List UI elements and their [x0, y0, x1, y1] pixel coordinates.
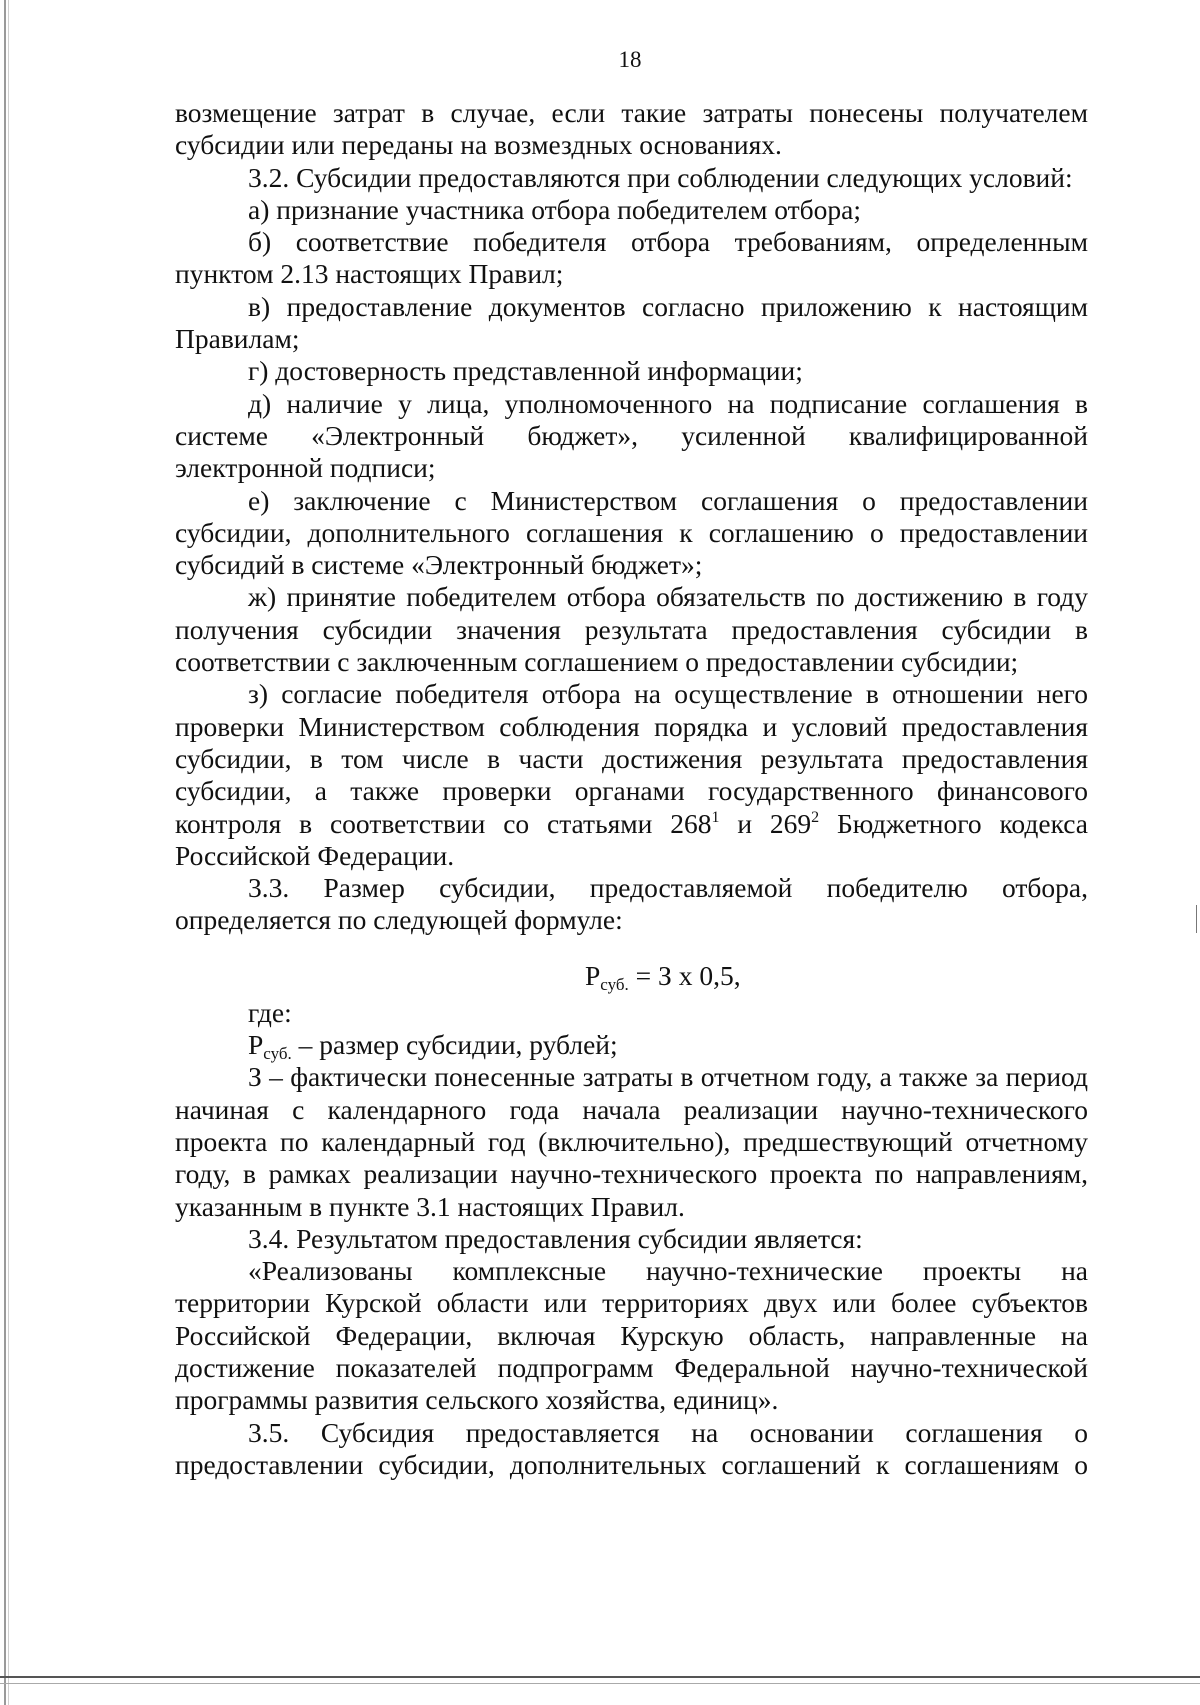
footnote-superscript-1: 1	[711, 808, 720, 826]
condition-z-text-b: и 269	[719, 807, 812, 839]
scan-bottom-line-secondary	[0, 1683, 1200, 1684]
scan-edge-left-inner	[8, 0, 9, 1705]
paragraph-3-2: 3.2. Субсидии предоставляются при соблюдении следующих условий:	[248, 161, 1073, 193]
subsidy-formula	[175, 960, 1088, 992]
condition-z-text-a: з) согласие победителя отбора на осуществление в отношении него проверки Министерством соблюдения порядка и условий предоставления субсидии, в том числе в части достижения результата предоставления субсидии, а также проверки органами государственного финансового контроля в соответствии со статьями 268	[175, 678, 1088, 839]
scan-bottom-line	[0, 1676, 1200, 1678]
definition-subsidy	[175, 1029, 1088, 1064]
condition-z-text-c: Бюджетного кодекса Российской Федерации.	[175, 807, 1088, 871]
condition-e: е) заключение с Министерством соглашения о предоставлении субсидии, дополнительного соглашения к соглашению о предоставлении субсидий в системе «Электронный бюджет»;	[175, 484, 1088, 581]
condition-g: г) достоверность представленной информации;	[248, 355, 803, 387]
definition-text: – размер субсидии, рублей;	[291, 1029, 618, 1061]
definition-symbol: Р	[248, 1029, 264, 1061]
scan-edge-left	[4, 0, 6, 1705]
paragraph-3-4: 3.4. Результатом предоставления субсидии является:	[248, 1222, 863, 1254]
footnote-superscript-2: 2	[811, 808, 820, 826]
condition-v: в) предоставление документов согласно приложению к настоящим Правилам;	[175, 290, 1088, 355]
document-body	[175, 97, 1088, 1481]
condition-d: д) наличие у лица, уполномоченного на подписание соглашения в системе «Электронный бюджет», усиленной квалифицированной электронной подписи;	[175, 387, 1088, 484]
definition-costs: З – фактически понесенные затраты в отчетном году, а также за период начиная с календарного года начала реализации научно-технического проекта по календарный год (включительно), предшествующий отчетному году, в рамках реализации научно-технического проекта по направлениям, указанным в пункте 3.1 настоящих Правил.	[175, 1061, 1088, 1222]
result-quote: «Реализованы комплексные научно-технические проекты на территории Курской области или территориях двух или более субъектов Российской Федерации, включая Курскую область, направленные на достижение показателей подпрограмм Федеральной научно-технической программы развития сельского хозяйства, единиц».	[175, 1255, 1088, 1416]
condition-zh: ж) принятие победителем отбора обязательств по достижению в году получения субсидии значения результата предоставления субсидии в соответствии с заключенным соглашением о предоставлении субсидии;	[175, 581, 1088, 678]
condition-b: б) соответствие победителя отбора требованиям, определенным пунктом 2.13 настоящих Правил;	[175, 226, 1088, 290]
condition-z	[175, 678, 1088, 872]
paragraph-3-5: 3.5. Субсидия предоставляется на основании соглашения о предоставлении субсидии, дополнительных соглашений к соглашениям о	[175, 1416, 1088, 1480]
formula-subscript: суб.	[600, 974, 629, 994]
definition-subscript: суб.	[263, 1044, 292, 1064]
condition-a: а) признание участника отбора победителем отбора;	[248, 193, 861, 225]
formula-symbol: Р	[585, 959, 601, 991]
paragraph-continuation: возмещение затрат в случае, если такие затраты понесены получателем субсидии или переданы на возмездных основаниях.	[175, 97, 1088, 161]
page-number: 18	[618, 47, 642, 72]
paragraph-3-3: 3.3. Размер субсидии, предоставляемой победителю отбора, определяется по следующей формуле:	[175, 872, 1088, 936]
scan-right-mark	[1196, 905, 1197, 933]
formula-expression: = З х 0,5,	[628, 959, 741, 991]
where-label: где:	[248, 996, 292, 1028]
